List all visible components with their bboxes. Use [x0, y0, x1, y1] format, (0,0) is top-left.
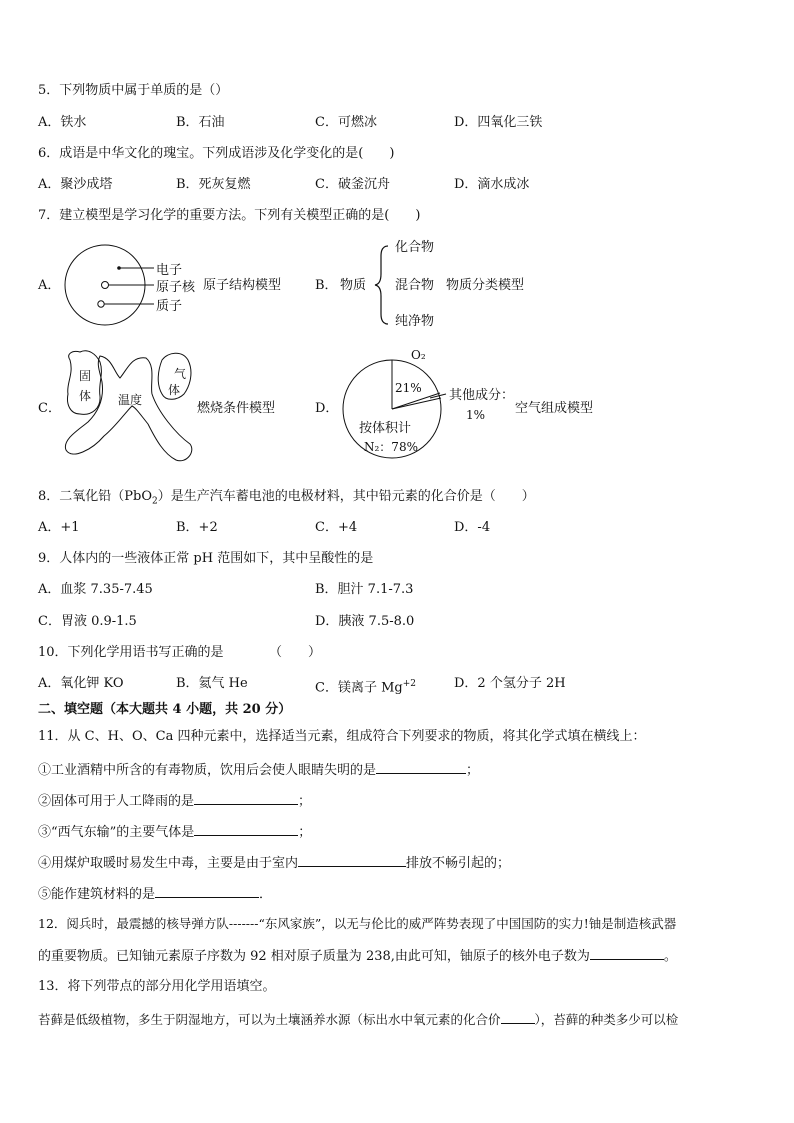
- q11-item-4: ④用煤炉取暖时易发生中毒，主要是由于室内 排放不畅引起的；: [38, 856, 511, 871]
- q13-line-1: 苔藓是低级植物，多生于阴湿地方，可以为土壤涵养水源（标出水中氧元素的化合价 ），苔藓的种类多少可以检: [38, 1012, 679, 1027]
- q6-option-c: C．破釜沉舟: [315, 177, 390, 192]
- q8-stem: 8．二氧化铅（PbO$_2$）是生产汽车蓄电池的电极材料，其中铅元素的化合价是（ ）: [38, 489, 535, 507]
- q12-line-2: 的重要物质。已知铀元素原子序数为 92 相对原子质量为 238,由此可知，铀原子的核外电子数为 。: [38, 949, 677, 964]
- c-temperature: 温度: [118, 393, 143, 407]
- d-n2-label: N₂：78%: [364, 440, 418, 454]
- q6-option-d: D．滴水成冰: [454, 177, 530, 192]
- c-solid-char1: 固: [79, 369, 92, 383]
- d-volume-label: 按体积计: [359, 421, 412, 436]
- classification-brace: [375, 246, 388, 324]
- q7-b-root: 物质: [340, 278, 367, 293]
- q5-option-b: B．石油: [176, 115, 225, 130]
- q10-option-c: C．镁离子 $Mg^{+2}$: [315, 679, 416, 696]
- answer-blank[interactable]: [590, 947, 664, 960]
- answer-blank[interactable]: [194, 823, 298, 836]
- answer-blank[interactable]: [501, 1011, 535, 1024]
- q6-stem: 6．成语是中华文化的瑰宝。下列成语涉及化学变化的是( ): [38, 146, 395, 161]
- q12-line-1: 12．阅兵时，最震撼的核导弹方队-------“东风家族”，以无与伦比的威严阵势表现了中国国防的实力!铀是制造核武器: [38, 916, 677, 931]
- q5-option-d: D．四氧化三铁: [454, 115, 543, 130]
- d-other-percent: 1%: [466, 408, 486, 422]
- q6-option-a: A．聚沙成塔: [38, 177, 113, 192]
- q11-item-3: ③“西气东输”的主要气体是 ；: [38, 825, 312, 840]
- atom-nucleus: [102, 282, 109, 289]
- answer-blank[interactable]: [194, 792, 298, 805]
- q7-d-caption: 空气组成模型: [515, 401, 594, 416]
- q7-b-caption: 物质分类模型: [446, 278, 525, 293]
- q11-item-1: ①工业酒精中所含的有毒物质，饮用后会使人眼睛失明的是 ；: [38, 763, 480, 778]
- q6-option-b: B．死灰复燃: [176, 177, 251, 192]
- q8-option-b: B．+2: [176, 520, 218, 535]
- c-gas-char2: 体: [168, 383, 181, 397]
- q10-option-a: A．氧化钾 KO: [38, 676, 124, 691]
- c-solid-char2: 体: [79, 389, 92, 403]
- q9-option-b: B．胆汁 7.1-7.3: [315, 582, 414, 597]
- atom-nucleus-label: 原子核: [156, 280, 196, 295]
- q9-stem: 9．人体内的一些液体正常 pH 范围如下，其中呈酸性的是: [38, 551, 374, 566]
- c-gas-char1: 气: [174, 367, 187, 381]
- d-other-label: 其他成分：: [449, 388, 515, 403]
- q8-option-a: A．+1: [38, 520, 80, 535]
- answer-blank[interactable]: [155, 885, 259, 898]
- q7-b-pure: 纯净物: [395, 314, 435, 329]
- q7-a-label: A．: [38, 278, 61, 293]
- section-heading: 二、填空题（本大题共 4 小题，共 20 分）: [38, 702, 292, 717]
- q7-d-label: D．: [315, 401, 339, 416]
- q10-stem: 10．下列化学用语书写正确的是 （ ）: [38, 645, 322, 660]
- d-o2-label: O₂: [411, 348, 426, 362]
- q7-a-caption: 原子结构模型: [203, 278, 282, 293]
- air-pie-divider-b: [392, 398, 441, 409]
- q11-item-5: ⑤能作建筑材料的是 ．: [38, 887, 273, 902]
- q9-option-a: A．血浆 7.35-7.45: [38, 582, 153, 597]
- q10-option-d: D．2 个氢分子 2H: [454, 676, 566, 691]
- q11-stem: 11．从 C、H、O、Ca 四种元素中，选择适当元素，组成符合下列要求的物质，将其化学式填在横线上：: [38, 729, 646, 744]
- q9-option-d: D．胰液 7.5-8.0: [315, 614, 415, 629]
- q5-option-c: C．可燃冰: [315, 115, 377, 130]
- q7-b-label: B．: [315, 278, 338, 293]
- q7-c-caption: 燃烧条件模型: [197, 401, 276, 416]
- q7-c-label: C．: [38, 401, 61, 416]
- q7-b-compound: 化合物: [395, 240, 435, 255]
- q8-option-c: C．+4: [315, 520, 358, 535]
- q7-b-mixture: 混合物: [395, 278, 435, 293]
- answer-blank[interactable]: [376, 761, 466, 774]
- q11-item-2: ②固体可用于人工降雨的是 ；: [38, 794, 312, 809]
- q8-option-d: D．-4: [454, 520, 491, 535]
- atom-electron-label: 电子: [156, 263, 183, 278]
- q9-option-c: C．胃液 0.9-1.5: [38, 614, 137, 629]
- atom-proton-dot: [98, 301, 104, 307]
- q5-stem: 5．下列物质中属于单质的是（）: [38, 83, 229, 98]
- q7-model-figures: [0, 228, 794, 476]
- answer-blank[interactable]: [298, 854, 406, 867]
- q10-option-b: B．氦气 He: [176, 676, 248, 691]
- q7-stem: 7．建立模型是学习化学的重要方法。下列有关模型正确的是( ): [38, 208, 421, 223]
- air-pie-divider-a: [392, 393, 440, 409]
- d-o2-percent: 21%: [395, 381, 422, 395]
- atom-proton-label: 质子: [156, 299, 183, 314]
- q5-option-a: A．铁水: [38, 115, 87, 130]
- q13-stem: 13．将下列带点的部分用化学用语填空。: [38, 979, 276, 994]
